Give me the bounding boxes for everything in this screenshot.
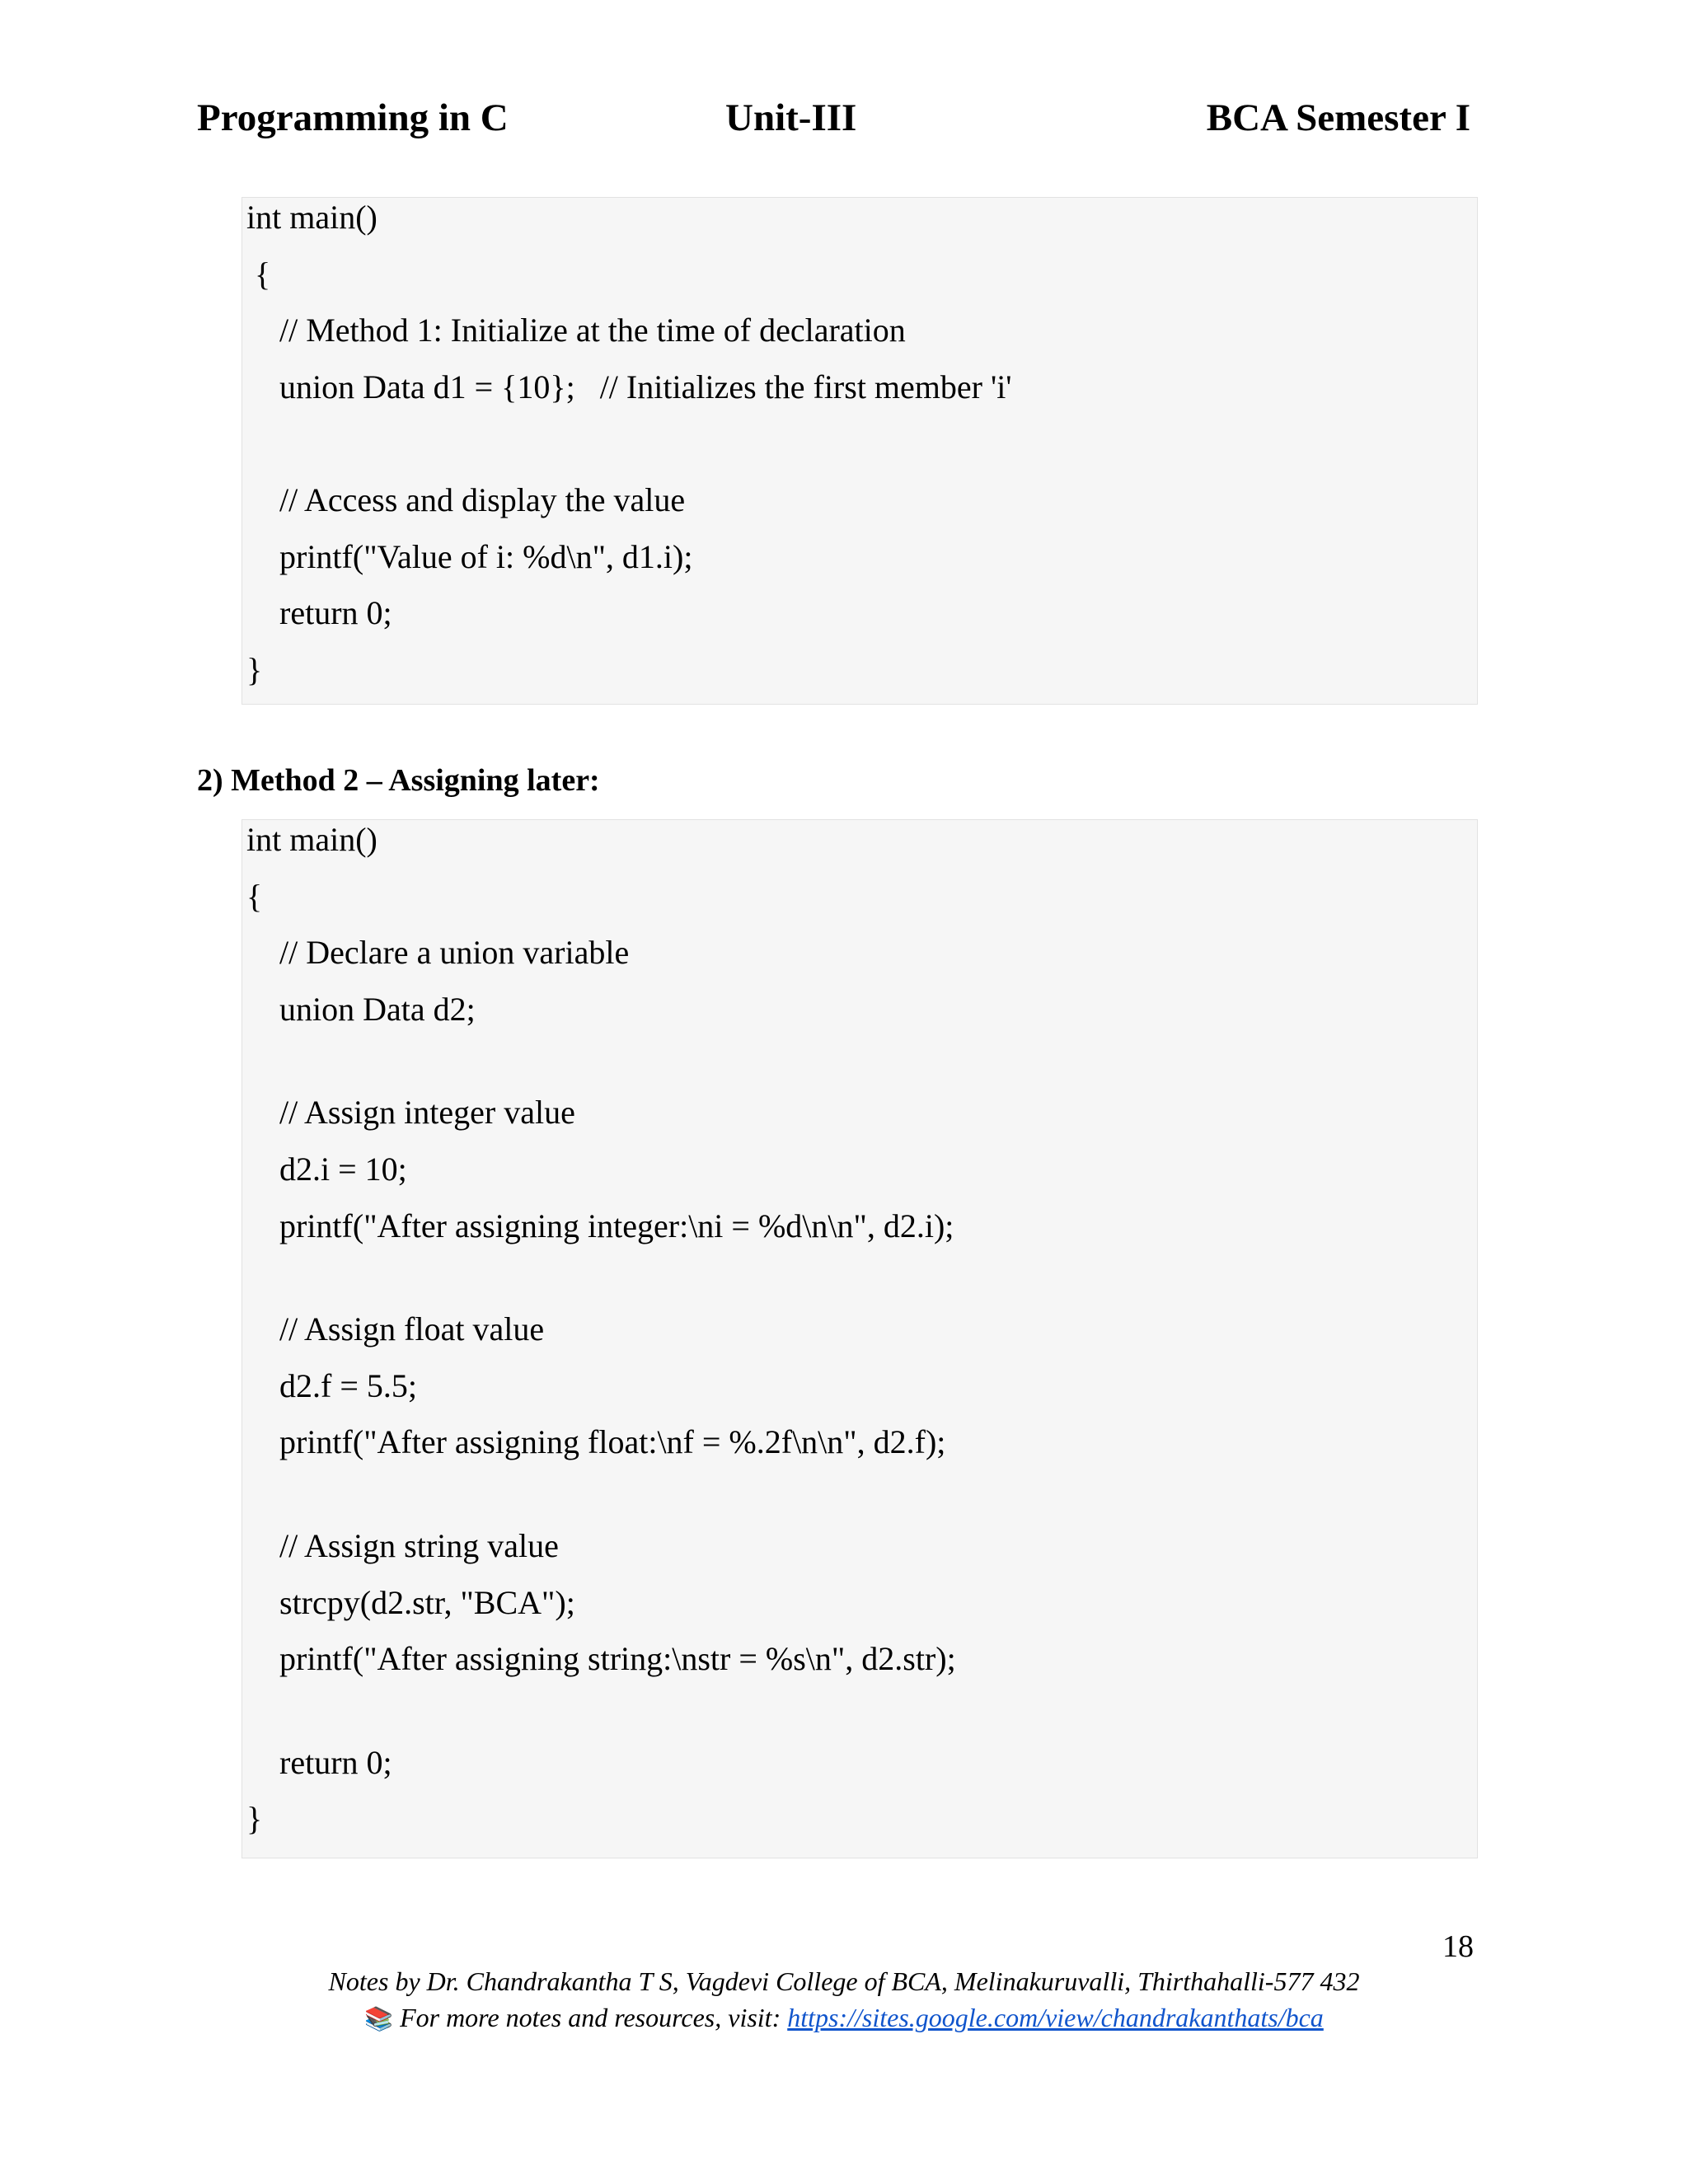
code-line: printf("Value of i: %d\n", d1.i); <box>246 537 693 575</box>
code-line: printf("After assigning integer:\ni = %d\n\n", d2.i); <box>246 1207 954 1244</box>
footer-credit: Notes by Dr. Chandrakantha T S, Vagdevi College of BCA, Melinakuruvalli, Thirthahalli-577 432 <box>328 1966 1360 1996</box>
footer-resources <box>0 2003 1688 2033</box>
resources-link[interactable]: https://sites.google.com/view/chandrakanthats/bca <box>787 2003 1324 2032</box>
code-line: int main() <box>246 821 377 858</box>
code-line: d2.i = 10; <box>246 1150 407 1188</box>
footer-more-text: For more notes and resources, visit: <box>400 2003 788 2032</box>
code-line: { <box>246 255 271 293</box>
code-line: printf("After assigning float:\nf = %.2f\n\n", d2.f); <box>246 1423 946 1461</box>
header-unit: Unit-III <box>725 96 857 139</box>
code-line: return 0; <box>246 1743 392 1781</box>
code-blank-line <box>246 1471 956 1518</box>
code-blank-line <box>246 1038 956 1085</box>
code-line: // Declare a union variable <box>246 934 630 972</box>
code-blank-line <box>246 1254 956 1301</box>
code-line: int main() <box>246 199 377 236</box>
code-line: printf("After assigning string:\nstr = %s\n", d2.str); <box>246 1640 956 1678</box>
code-line: union Data d1 = {10}; // Initializes the first member 'i' <box>246 368 1012 405</box>
code-blank-line <box>246 1688 956 1735</box>
code-line: d2.f = 5.5; <box>246 1366 417 1404</box>
header-course-title: Programming in C <box>197 96 509 139</box>
code-line: { <box>246 877 263 915</box>
code-line: // Assign float value <box>246 1310 545 1348</box>
code-line: // Assign integer value <box>246 1094 575 1132</box>
page-number: 18 <box>1442 1929 1474 1964</box>
code-line: } <box>246 1800 263 1838</box>
code-line: strcpy(d2.str, "BCA"); <box>246 1583 575 1621</box>
code-line: } <box>246 650 263 688</box>
code-block-method-2 <box>241 819 1478 1858</box>
header-semester: BCA Semester I <box>1206 96 1470 139</box>
code-block-method-1 <box>241 197 1478 705</box>
code-line: // Method 1: Initialize at the time of declaration <box>246 312 906 349</box>
code-line: // Assign string value <box>246 1526 559 1564</box>
section-heading-method-2: 2) Method 2 – Assigning later: <box>197 763 600 798</box>
code-line: // Access and display the value <box>246 480 686 518</box>
code-line: union Data d2; <box>246 990 476 1028</box>
code-line: return 0; <box>246 594 392 632</box>
code-blank-line <box>246 415 1012 472</box>
books-icon: 📚 <box>364 2007 394 2032</box>
